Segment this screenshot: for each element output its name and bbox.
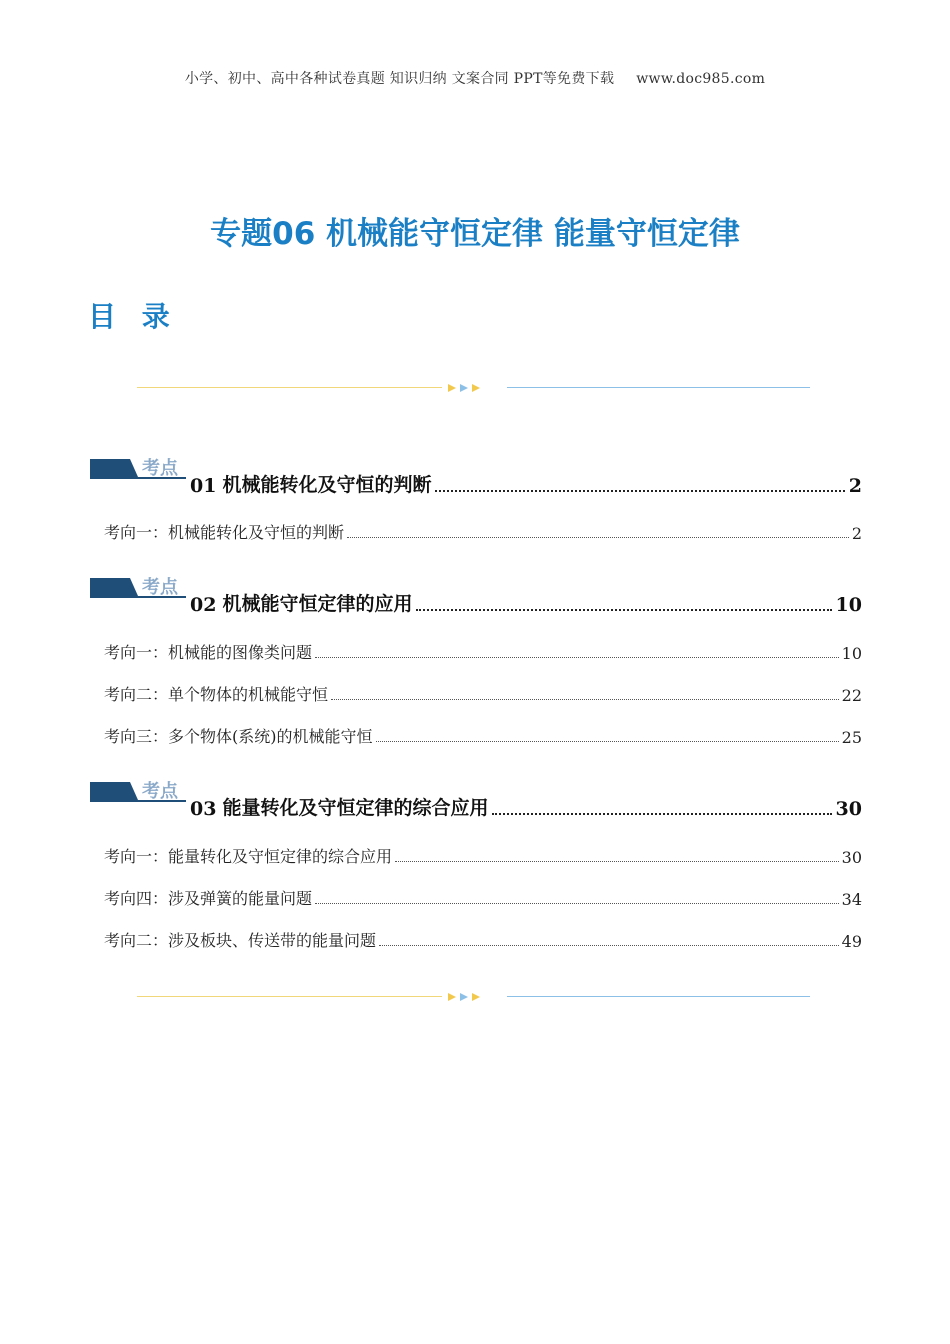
divider-left-line: [137, 996, 442, 997]
item-page: 30: [841, 848, 862, 867]
divider-right-line: [507, 387, 810, 388]
divider-left-line: [137, 387, 442, 388]
divider-top: [137, 381, 810, 395]
section-number: 03: [190, 798, 217, 820]
toc-item-row[interactable]: [104, 886, 862, 909]
section-title: 机械能转化及守恒的判断: [222, 474, 432, 496]
divider-right-line: [507, 996, 810, 997]
triple-arrow-icon: [446, 990, 486, 1004]
page-header: [0, 68, 950, 88]
dot-leader: [376, 741, 839, 742]
dot-leader: [395, 861, 839, 862]
section-title: 机械能守恒定律的应用: [222, 593, 413, 615]
item-label: 考向二：单个物体的机械能守恒: [104, 685, 329, 704]
dot-leader: [492, 813, 831, 815]
item-label: 考向二：涉及板块、传送带的能量问题: [104, 931, 377, 950]
dot-leader: [331, 699, 839, 700]
item-label: 考向四：涉及弹簧的能量问题: [104, 889, 313, 908]
header-site: www.doc985.com: [636, 71, 766, 87]
kaodian-badge: [90, 574, 186, 604]
toc-item-row[interactable]: [104, 682, 862, 705]
section-page: 10: [835, 594, 862, 616]
toc-item-row[interactable]: [104, 928, 862, 951]
item-page: 49: [841, 932, 862, 951]
item-page: 2: [851, 524, 862, 543]
badge-label: 考点: [142, 458, 178, 479]
item-page: 22: [841, 686, 862, 705]
toc-section-row[interactable]: [190, 470, 862, 497]
section-title: 能量转化及守恒定律的综合应用: [222, 797, 489, 819]
item-label: 考向一：机械能转化及守恒的判断: [104, 523, 345, 542]
divider-bottom: [137, 990, 810, 1004]
badge-label: 考点: [142, 577, 178, 598]
badge-label: 考点: [142, 781, 178, 802]
section-page: 2: [848, 475, 862, 497]
toc-item-row[interactable]: [104, 520, 862, 543]
toc-item-row[interactable]: [104, 724, 862, 747]
kaodian-badge: [90, 778, 186, 808]
section-number: 01: [190, 475, 217, 497]
section-number: 02: [190, 594, 217, 616]
dot-leader: [416, 609, 831, 611]
item-page: 25: [841, 728, 862, 747]
dot-leader: [347, 537, 849, 538]
dot-leader: [435, 490, 844, 492]
item-label: 考向一：机械能的图像类问题: [104, 643, 313, 662]
toc-heading: 目 录: [88, 300, 178, 333]
toc-item-row[interactable]: [104, 844, 862, 867]
toc-section-row[interactable]: [190, 793, 862, 820]
triple-arrow-icon: [446, 381, 486, 395]
item-label: 考向一：能量转化及守恒定律的综合应用: [104, 847, 393, 866]
dot-leader: [315, 903, 839, 904]
header-text: 小学、初中、高中各种试卷真题 知识归纳 文案合同 PPT等免费下载: [184, 71, 615, 87]
dot-leader: [379, 945, 839, 946]
document-title: 专题06 机械能守恒定律 能量守恒定律: [210, 216, 740, 252]
toc-item-row[interactable]: [104, 640, 862, 663]
kaodian-badge: [90, 455, 186, 485]
section-page: 30: [835, 798, 862, 820]
toc-section-row[interactable]: [190, 589, 862, 616]
dot-leader: [315, 657, 839, 658]
item-label: 考向三：多个物体(系统)的机械能守恒: [104, 727, 373, 746]
item-page: 10: [841, 644, 862, 663]
item-page: 34: [841, 890, 862, 909]
